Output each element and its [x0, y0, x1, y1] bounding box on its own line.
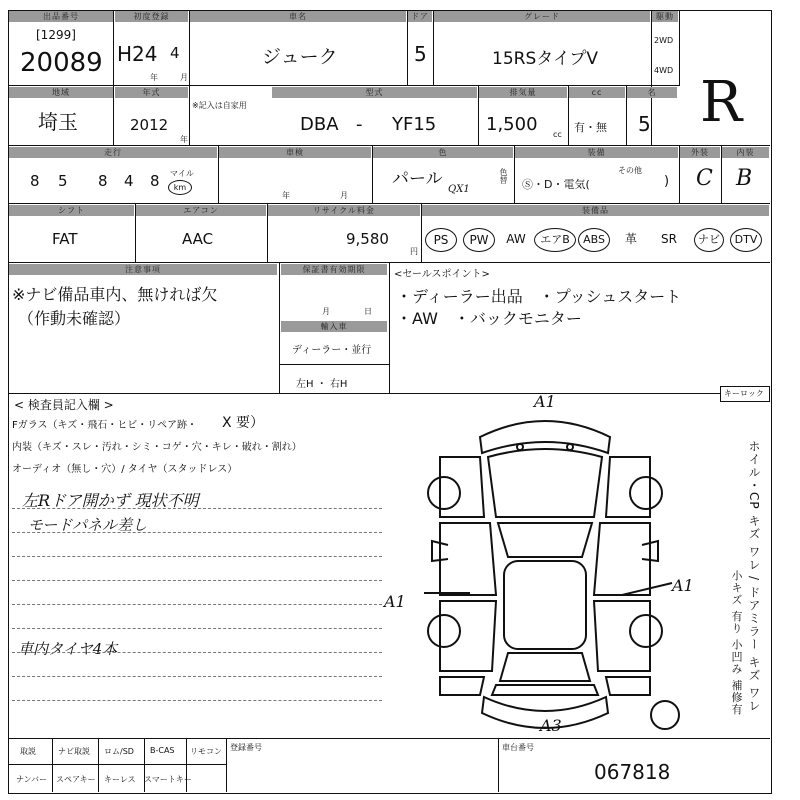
aircon-value: AAC: [182, 230, 214, 248]
exterior-header: 外装: [680, 147, 720, 158]
notes-bottom: [8, 393, 770, 394]
reg-year: H24: [117, 42, 158, 66]
model-prefix: DBA: [300, 114, 339, 135]
r1-div6: [679, 11, 680, 86]
ac-flag: 有・無: [574, 121, 607, 134]
tyre-rear-left: [428, 615, 460, 647]
grade-header: グレード: [434, 11, 650, 22]
chassis-header: 車台番号: [502, 743, 534, 752]
steering: 左H ・ 右H: [296, 379, 348, 390]
footer-mid-line: [8, 764, 226, 765]
equip-abs: ABS: [578, 228, 610, 252]
month-unit: 月: [180, 73, 188, 82]
mileage-digit: 8: [98, 172, 108, 190]
inspection-header: 車検: [219, 147, 371, 158]
tyre-front-right: [630, 477, 662, 509]
cc-header: 排気量: [479, 87, 567, 98]
spare-tyre: [651, 701, 679, 729]
handwritten-note-1: 左Rドア開かず 現状不明: [22, 491, 199, 510]
warranty-header: 保証書有効期限: [281, 264, 387, 275]
drive-2wd: 2WD: [654, 36, 674, 45]
footer-label: ロム/SD: [104, 747, 134, 756]
r2-div3: [478, 86, 479, 145]
footer-div: [144, 739, 145, 792]
footer-label: リモコン: [190, 747, 222, 756]
interior-grade: B: [736, 166, 753, 191]
import-header: 輸入車: [281, 321, 387, 332]
power-options: Ⓢ・D・電気(: [522, 178, 590, 191]
imported-label: ※記入は自家用: [192, 101, 247, 110]
guide-line: [12, 532, 382, 533]
displacement-unit: cc: [553, 130, 562, 139]
r2-bottom: [8, 145, 770, 146]
other-label: その他: [618, 166, 642, 175]
r2-div2: [189, 86, 190, 145]
handwritten-note-3: 車内タイヤ4本: [18, 640, 118, 658]
mileage-digit: 8: [150, 172, 160, 190]
notes-div2: [389, 263, 390, 393]
displacement-value: 1,500: [486, 114, 538, 135]
r2-div1: [113, 86, 114, 145]
handwritten-note-2: モードパネル差し: [28, 516, 148, 534]
left-door-front: [440, 523, 496, 595]
inspection-year-unit: 年: [282, 191, 290, 200]
roof-panel: [504, 561, 586, 649]
r3-div1: [218, 146, 219, 203]
side-legend-2: 小キズ 有り 小凹み 補修有: [730, 570, 743, 716]
model-year-unit: 年: [180, 135, 188, 144]
footer-label: ナビ取説: [58, 747, 90, 756]
rear-glass: [500, 653, 590, 681]
equip-airbag: エアB: [534, 228, 576, 252]
damage-left: A1: [384, 592, 406, 611]
sales-line1: ・ディーラー出品 ・プッシュスタート: [396, 287, 682, 306]
model-header: 型式: [272, 87, 477, 98]
r1-div3: [407, 11, 408, 86]
drive-header: 駆動: [652, 11, 678, 22]
ac-header: cc: [569, 87, 625, 98]
guide-line: [12, 628, 382, 629]
mileage-digit: 4: [124, 172, 134, 190]
inspection-fglass-mark: X 要）: [222, 415, 265, 431]
lot-number-small: [1299]: [36, 28, 76, 42]
equip-ps: PS: [425, 228, 457, 252]
import-type: ディーラー・並行: [292, 345, 372, 356]
model-year-header: 年式: [115, 87, 188, 98]
exterior-grade: C: [696, 166, 713, 191]
guide-line: [12, 580, 382, 581]
mileage-header: 走行: [9, 147, 217, 158]
r3-bottom: [8, 203, 770, 204]
r1-div2: [189, 11, 190, 86]
model-code: YF15: [392, 114, 437, 135]
footer-label: スペアキー: [56, 775, 96, 784]
inspection-audio: オーディオ（無し・穴）/ タイヤ（スタッドレス）: [12, 464, 238, 475]
footer-label: スマートキー: [144, 775, 192, 784]
guide-line: [12, 652, 382, 653]
doors-value: 5: [414, 42, 427, 66]
sales-header: <セールスポイント>: [394, 269, 490, 280]
footer-div: [186, 739, 187, 792]
hood-panel: [488, 449, 602, 517]
warranty-month: 月: [322, 307, 330, 316]
year-header: 初度登録: [115, 11, 188, 22]
footer-label: キーレス: [104, 775, 136, 784]
damage-right: A1: [672, 576, 694, 595]
equip-leather: 革: [624, 232, 637, 246]
footer-div: [98, 739, 99, 792]
damage-front: A1: [534, 392, 556, 411]
mileage-digit: 8: [30, 172, 40, 190]
r1-div1: [113, 11, 114, 86]
right-damage-leader: [622, 583, 672, 595]
r4-div2: [267, 204, 268, 262]
right-fender-rear: [606, 677, 650, 695]
equip-aw: AW: [506, 232, 526, 246]
model-dash: -: [356, 114, 363, 135]
car-diagram: [380, 395, 710, 745]
sales-line2: ・AW ・バックモニター: [396, 309, 582, 328]
r3-div3: [514, 146, 515, 203]
r3-div2: [372, 146, 373, 203]
notes-line1: ※ナビ備品車内、無ければ欠: [12, 285, 218, 304]
washer-dot: [517, 444, 523, 450]
other-close: ): [664, 174, 670, 189]
left-door-rear: [440, 601, 496, 671]
guide-line: [12, 556, 382, 557]
year-unit: 年: [150, 73, 158, 82]
mileage-unit-km: km: [168, 180, 192, 195]
aircon-header: エアコン: [136, 205, 266, 216]
equipment-header: 装備品: [422, 205, 769, 216]
key-lock-header: キーロック: [724, 389, 764, 398]
reg-number-header: 登録番号: [230, 743, 262, 752]
import-divider: [279, 364, 389, 365]
recycle-fee: 9,580: [346, 230, 389, 248]
reg-month: 4: [170, 44, 180, 62]
color-header: 色: [373, 147, 513, 158]
equip-pw: PW: [463, 228, 495, 252]
equip-navi: ナビ: [694, 228, 724, 252]
transmission-header: シフト: [9, 205, 134, 216]
car-name: ジューク: [262, 46, 338, 68]
drive-4wd: 4WD: [654, 66, 674, 75]
notes-line2: （作動未確認）: [18, 309, 131, 328]
tyre-rear-right: [630, 615, 662, 647]
recycle-header: リサイクル料金: [268, 205, 420, 216]
damage-rear: A3: [540, 716, 562, 735]
trunk-panel: [492, 685, 598, 695]
region-value: 埼玉: [38, 110, 78, 134]
r4-div1: [135, 204, 136, 262]
washer-dot: [567, 444, 573, 450]
score-value: R: [700, 70, 743, 135]
footer-div: [226, 739, 227, 792]
inspection-interior: 内装（キズ・スレ・汚れ・シミ・コゲ・穴・キレ・破れ・割れ）: [12, 442, 302, 453]
doors-header: ドア: [408, 11, 432, 22]
color-code: QX1: [448, 184, 470, 195]
right-door-front: [594, 523, 650, 595]
seats-value: 5: [638, 112, 651, 136]
warranty-day: 日: [364, 307, 372, 316]
tyre-front-left: [428, 477, 460, 509]
windshield: [498, 523, 592, 557]
side-legend: ホイル・CP キズ ワレ / ドアミラー キズ ワレ: [747, 440, 761, 713]
inspection-bottom: [8, 738, 770, 739]
footer-label: B-CAS: [150, 746, 175, 755]
guide-line: [12, 700, 382, 701]
r4-div3: [421, 204, 422, 262]
guide-line: [12, 508, 382, 509]
r3-div5: [721, 146, 722, 203]
equip-dtv: DTV: [730, 228, 762, 252]
footer-label: 取説: [20, 747, 36, 756]
grade-value: 15RSタイプV: [492, 49, 599, 69]
r1-div4: [433, 11, 434, 86]
r2-div5: [626, 86, 627, 145]
equip-header: 装備: [515, 147, 678, 158]
inspection-header: < 検査員記入欄 >: [14, 398, 114, 412]
name-header: 車名: [190, 11, 406, 22]
r3-div4: [679, 146, 680, 203]
footer-label: ナンバー: [16, 775, 48, 784]
equip-sunroof: SR: [661, 232, 677, 246]
chassis-number: 067818: [594, 760, 671, 784]
right-door-rear: [594, 601, 650, 671]
lot-number: 20089: [20, 48, 103, 78]
color-side-label: 色替: [499, 168, 508, 184]
r2-div4: [568, 86, 569, 145]
guide-line: [12, 676, 382, 677]
guide-line: [12, 604, 382, 605]
footer-div: [498, 739, 499, 792]
r1-bottom: [8, 85, 679, 86]
mileage-digit: 5: [58, 172, 68, 190]
region-header: 地域: [9, 87, 113, 98]
transmission-value: FAT: [52, 230, 78, 248]
notes-div1: [279, 263, 280, 393]
notes-header: 注意事項: [9, 264, 277, 275]
seats-header: 名: [627, 87, 677, 98]
lot-header: 出品番号: [9, 11, 113, 22]
inspection-month-unit: 月: [340, 191, 348, 200]
r1-div5: [651, 11, 652, 145]
footer-div: [52, 739, 53, 792]
inspection-fglass: Fガラス（キズ・飛石・ヒビ・リペア跡・: [12, 420, 198, 431]
color-value: パール: [392, 169, 443, 189]
left-fender-rear: [440, 677, 484, 695]
mileage-unit-mile: マイル: [170, 169, 194, 178]
recycle-unit: 円: [410, 247, 418, 256]
model-year-value: 2012: [130, 116, 169, 134]
interior-header: 内装: [722, 147, 769, 158]
